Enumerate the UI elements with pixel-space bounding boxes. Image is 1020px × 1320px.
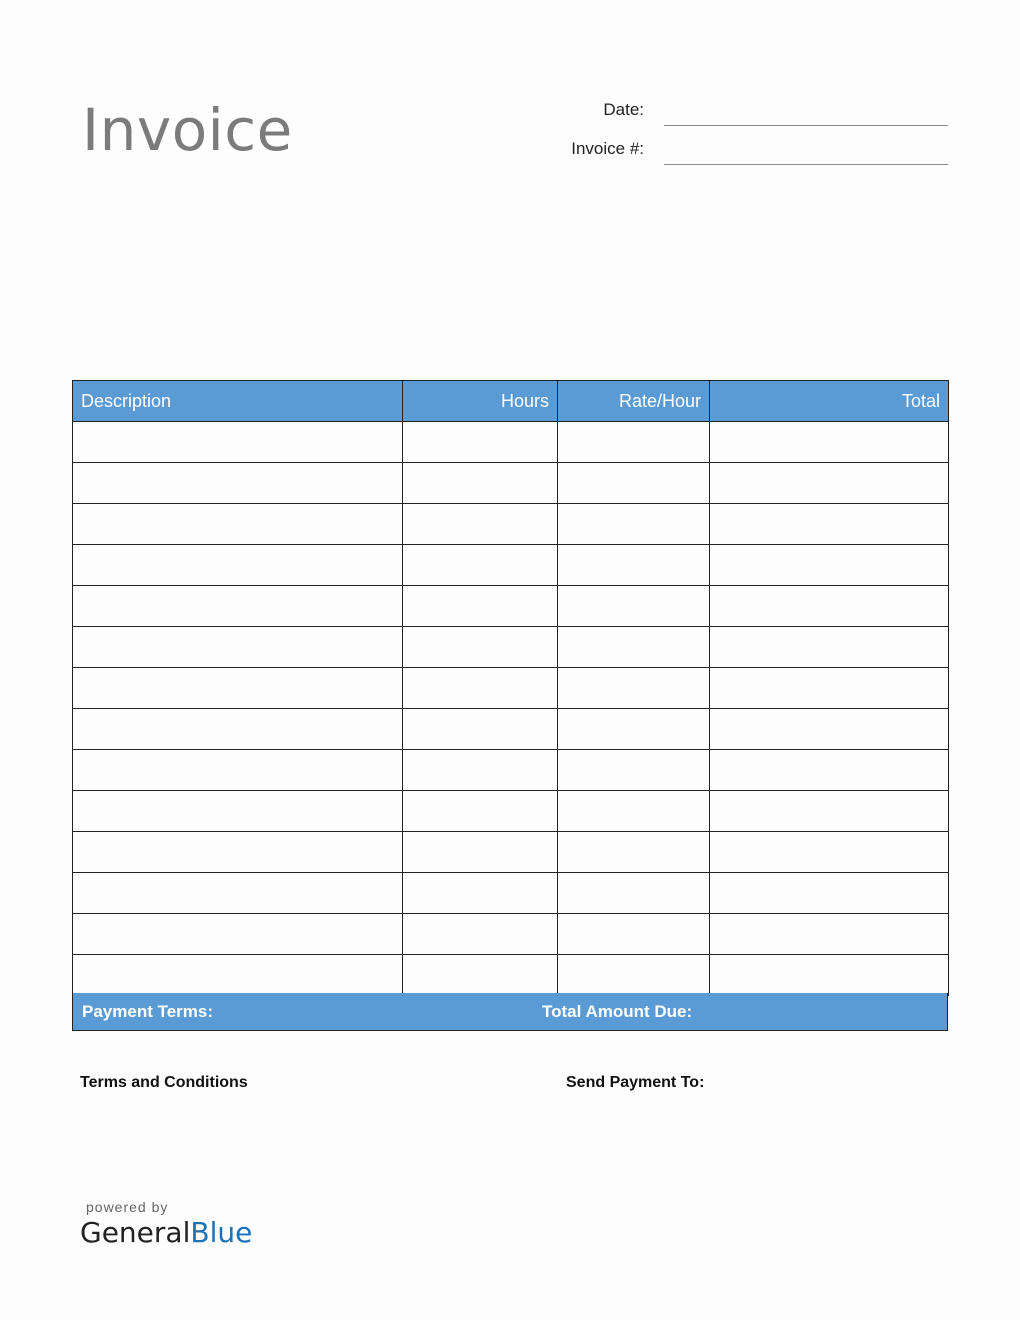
date-label: Date: — [603, 100, 644, 119]
hours-cell[interactable] — [403, 586, 558, 627]
total-cell[interactable] — [710, 791, 949, 832]
hours-cell[interactable] — [403, 627, 558, 668]
description-cell[interactable] — [73, 914, 403, 955]
generalblue-logo[interactable] — [80, 1216, 252, 1249]
table-row — [73, 750, 949, 791]
summary-bar — [72, 993, 948, 1031]
description-cell[interactable] — [73, 627, 403, 668]
total-cell[interactable] — [710, 504, 949, 545]
column-header-description: Description — [73, 381, 403, 422]
rate-cell[interactable] — [558, 668, 710, 709]
rate-cell[interactable] — [558, 832, 710, 873]
hours-cell[interactable] — [403, 873, 558, 914]
hours-cell[interactable] — [403, 914, 558, 955]
table-row — [73, 709, 949, 750]
table-row — [73, 832, 949, 873]
total-amount-due-label: Total Amount Due: — [542, 1002, 693, 1021]
table-row — [73, 668, 949, 709]
hours-cell[interactable] — [403, 463, 558, 504]
description-cell[interactable] — [73, 750, 403, 791]
description-cell[interactable] — [73, 955, 403, 996]
invoice-number-label: Invoice #: — [571, 139, 644, 158]
table-row — [73, 955, 949, 996]
payment-terms-label: Payment Terms: — [82, 1002, 214, 1021]
description-cell[interactable] — [73, 463, 403, 504]
total-cell[interactable] — [710, 627, 949, 668]
hours-cell[interactable] — [403, 791, 558, 832]
hours-cell[interactable] — [403, 709, 558, 750]
rate-cell[interactable] — [558, 545, 710, 586]
rate-cell[interactable] — [558, 791, 710, 832]
rate-cell[interactable] — [558, 586, 710, 627]
send-payment-to-label: Send Payment To: — [566, 1074, 705, 1091]
hours-cell[interactable] — [403, 955, 558, 996]
description-cell[interactable] — [73, 545, 403, 586]
invoice-number-field[interactable] — [664, 164, 948, 165]
table-row — [73, 463, 949, 504]
rate-cell[interactable] — [558, 504, 710, 545]
description-cell[interactable] — [73, 709, 403, 750]
description-cell[interactable] — [73, 832, 403, 873]
table-row — [73, 422, 949, 463]
hours-cell[interactable] — [403, 545, 558, 586]
rate-cell[interactable] — [558, 709, 710, 750]
invoice-number-row — [540, 135, 948, 165]
date-field[interactable] — [664, 125, 948, 126]
description-cell[interactable] — [73, 668, 403, 709]
table-row — [73, 504, 949, 545]
total-cell[interactable] — [710, 545, 949, 586]
total-cell[interactable] — [710, 955, 949, 996]
rate-cell[interactable] — [558, 422, 710, 463]
table-header-row — [73, 381, 949, 422]
total-cell[interactable] — [710, 709, 949, 750]
terms-and-conditions-label: Terms and Conditions — [80, 1074, 248, 1091]
date-row — [540, 96, 948, 126]
hours-cell[interactable] — [403, 422, 558, 463]
total-cell[interactable] — [710, 914, 949, 955]
table-row — [73, 545, 949, 586]
rate-cell[interactable] — [558, 873, 710, 914]
line-items-table — [72, 380, 949, 996]
table-row — [73, 873, 949, 914]
total-cell[interactable] — [710, 832, 949, 873]
table-row — [73, 791, 949, 832]
table-row — [73, 914, 949, 955]
invoice-title: Invoice — [82, 96, 293, 164]
hours-cell[interactable] — [403, 504, 558, 545]
hours-cell[interactable] — [403, 668, 558, 709]
hours-cell[interactable] — [403, 750, 558, 791]
brand-blue: Blue — [190, 1216, 253, 1249]
rate-cell[interactable] — [558, 955, 710, 996]
description-cell[interactable] — [73, 586, 403, 627]
description-cell[interactable] — [73, 422, 403, 463]
rate-cell[interactable] — [558, 627, 710, 668]
total-cell[interactable] — [710, 668, 949, 709]
rate-cell[interactable] — [558, 463, 710, 504]
table-row — [73, 586, 949, 627]
powered-by-text: powered by — [86, 1199, 169, 1215]
column-header-rate: Rate/Hour — [558, 381, 710, 422]
description-cell[interactable] — [73, 791, 403, 832]
total-cell[interactable] — [710, 873, 949, 914]
description-cell[interactable] — [73, 504, 403, 545]
total-cell[interactable] — [710, 586, 949, 627]
hours-cell[interactable] — [403, 832, 558, 873]
brand-general: General — [80, 1216, 191, 1249]
description-cell[interactable] — [73, 873, 403, 914]
column-header-total: Total — [710, 381, 949, 422]
column-header-hours: Hours — [403, 381, 558, 422]
table-row — [73, 627, 949, 668]
total-cell[interactable] — [710, 463, 949, 504]
total-cell[interactable] — [710, 422, 949, 463]
total-cell[interactable] — [710, 750, 949, 791]
rate-cell[interactable] — [558, 914, 710, 955]
rate-cell[interactable] — [558, 750, 710, 791]
